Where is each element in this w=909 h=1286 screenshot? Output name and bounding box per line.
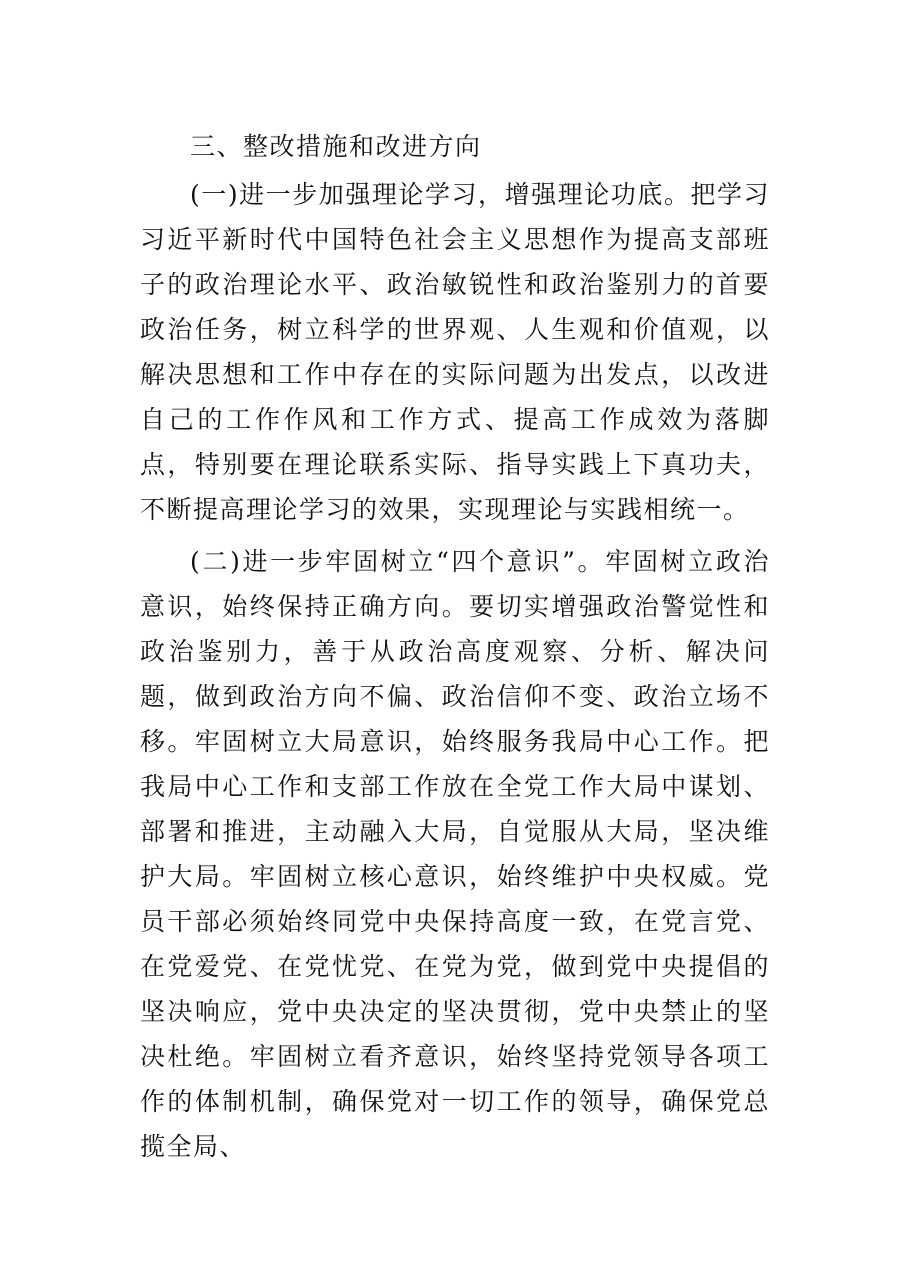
paragraph-theory-study: (一)进一步加强理论学习，增强理论功底。把学习习近平新时代中国特色社会主义思想作为提高支部班子的政治理论水平、政治敏锐性和政治鉴别力的首要政治任务，树立科学的世界观、人生观和价值观，以解决思想和工作中存在的实际问题为出发点，以改进自己的工作作风和工作方式、提高工作成效为落脚点，特别要在理论联系实际、指导实践上下真功夫，不断提高理论学习的效果，实现理论与实践相统一。	[140, 180, 770, 524]
paragraph-four-consciousness: (二)进一步牢固树立“四个意识”。牢固树立政治意识，始终保持正确方向。要切实增强政治警觉性和政治鉴别力，善于从政治高度观察、分析、解决问题，做到政治方向不偏、政治信仰不变、政治立场不移。牢固树立大局意识，始终服务我局中心工作。把我局中心工作和支部工作放在全党工作大局中谋划、部署和推进，主动融入大局，自觉服从大局，坚决维护大局。牢固树立核心意识，始终维护中央权威。党员干部必须始终同党中央保持高度一致，在党言党、在党爱党、在党忧党、在党为党，做到党中央提倡的坚决响应，党中央决定的坚决贯彻，党中央禁止的坚决杜绝。牢固树立看齐意识，始终坚持党领导各项工作的体制机制，确保党对一切工作的领导，确保党总揽全局、	[140, 547, 770, 1161]
section-heading: 三、整改措施和改进方向	[190, 132, 482, 161]
document-body	[140, 124, 770, 1176]
